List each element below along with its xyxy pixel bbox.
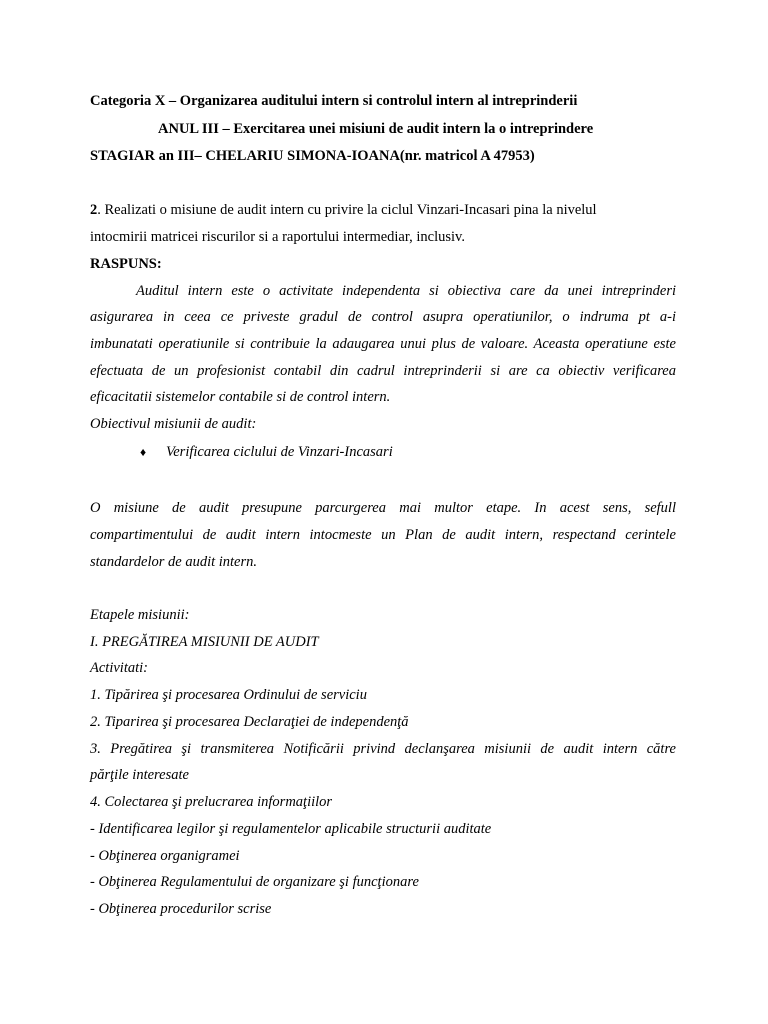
question-number: 2 [90,202,98,218]
header-trainee: STAGIAR an III– CHELARIU SIMONA-IOANA(nr. matricol A 47953) [90,148,535,164]
question-line-2: intocmirii matricei riscurilor si a raportului intermediar, inclusiv. [90,229,465,245]
answer-heading: RASPUNS: [90,256,162,272]
plan-line-3: standardelor de audit intern. [90,554,258,570]
header-year: ANUL III – Exercitarea unei misiuni de audit intern la o intreprindere [158,121,594,137]
question-line-1 [90,201,597,219]
activity-2: 2. Tiparirea şi procesarea Declaraţiei de independenţă [90,714,409,730]
activities-label: Activitati: [90,660,148,676]
activity-4: 4. Colectarea şi prelucrarea informaţiilor [90,794,333,810]
activity-3-cont: părţile interesate [90,767,189,783]
plan-line-1: O misiune de audit presupune parcurgerea mai multor etape. In acest sens, sefull [90,500,676,516]
bullet-diamond-icon: ♦ [140,445,147,459]
stage-1-title: I. PREGĂTIREA MISIUNII DE AUDIT [90,634,319,650]
objective-item: Verificarea ciclului de Vinzari-Incasari [166,444,393,460]
objective-label: Obiectivul misiunii de audit: [90,416,257,432]
stages-label: Etapele misiunii: [90,607,190,623]
activity-4-item-4: - Obţinerea procedurilor scrise [90,901,272,917]
intro-line-1: Auditul intern este o activitate independenta si obiectiva care da unei intreprinderi [136,283,676,299]
activity-4-item-1: - Identificarea legilor şi regulamentelor aplicabile structurii auditate [90,821,492,837]
header-category: Categoria X – Organizarea auditului intern si controlul intern al intreprinderii [90,93,578,109]
activity-4-item-3: - Obţinerea Regulamentului de organizare şi funcţionare [90,874,419,890]
intro-line-3: imbunatati operatiunile si contribuie la adaugarea unui plus de valoare. Aceasta operatiune este [90,336,676,352]
activity-4-item-2: - Obţinerea organigramei [90,848,240,864]
activity-1: 1. Tipărirea şi procesarea Ordinului de serviciu [90,687,367,703]
question-text: . Realizati o misiune de audit intern cu privire la ciclul Vinzari-Incasari pina la nivelul [97,202,597,218]
intro-line-2: asigurarea in ceea ce priveste gradul de control asupra operatiunilor, o indruma pt a-i [90,309,676,325]
intro-line-5: eficacitatii sistemelor contabile si de control intern. [90,389,391,405]
intro-line-4: efectuata de un profesionist contabil din cadrul intreprinderii si are ca obiectiv verificarea [90,363,676,379]
plan-line-2: compartimentului de audit intern intocmeste un Plan de audit intern, respectand cerintele [90,527,676,543]
activity-3: 3. Pregătirea şi transmiterea Notificării privind declanşarea misiunii de audit intern către [90,741,676,757]
